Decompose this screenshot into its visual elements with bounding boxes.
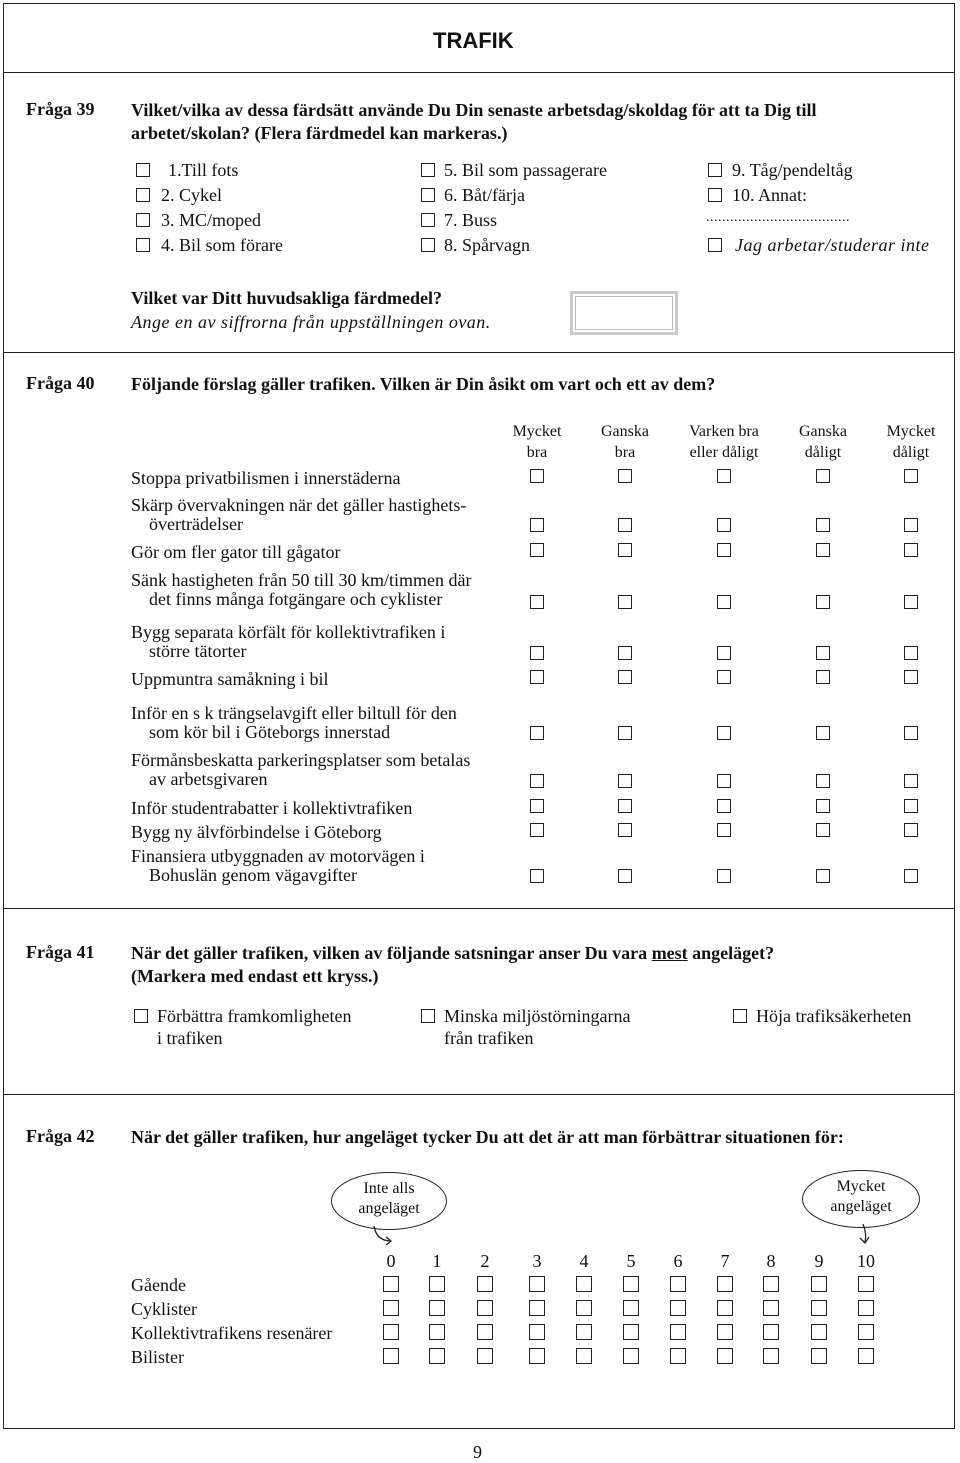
rating-checkbox[interactable]	[618, 774, 632, 788]
rating-checkbox[interactable]	[717, 670, 731, 684]
scale-checkbox[interactable]	[811, 1276, 827, 1292]
question-text: Följande förslag gäller trafiken. Vilken är Din åsikt om vart och ett av dem?	[131, 374, 716, 394]
scale-checkbox[interactable]	[811, 1348, 827, 1364]
scale-number: 9	[814, 1251, 824, 1271]
question-number: Fråga 40	[26, 373, 95, 393]
item-label: överträdelser	[149, 514, 243, 534]
checkbox[interactable]	[421, 163, 435, 177]
scale-number: 0	[386, 1251, 396, 1271]
rating-checkbox[interactable]	[530, 518, 544, 532]
anchor-text: angeläget	[830, 1198, 892, 1215]
scale-label-line: bra	[526, 444, 548, 461]
scale-checkbox[interactable]	[477, 1348, 493, 1364]
rating-checkbox[interactable]	[618, 595, 632, 609]
scale-checkbox[interactable]	[623, 1276, 639, 1292]
checkbox[interactable]	[136, 188, 150, 202]
item-label: Gör om fler gator till gågator	[131, 542, 341, 562]
scale-checkbox[interactable]	[477, 1324, 493, 1340]
rating-checkbox[interactable]	[618, 670, 632, 684]
scale-checkbox[interactable]	[576, 1324, 592, 1340]
rating-checkbox[interactable]	[717, 823, 731, 837]
scale-checkbox[interactable]	[811, 1300, 827, 1316]
rating-checkbox[interactable]	[717, 799, 731, 813]
rating-checkbox[interactable]	[816, 595, 830, 609]
answer-box[interactable]	[570, 291, 678, 335]
scale-label	[487, 421, 587, 463]
checkbox[interactable]	[708, 163, 722, 177]
question-text: Vilket/vilka av dessa färdsätt använde Du Din senaste arbetsdag/skoldag för att ta Dig till	[131, 100, 817, 120]
followup-question: Vilket var Ditt huvudsakliga färdmedel?	[131, 288, 443, 308]
rating-checkbox[interactable]	[530, 823, 544, 837]
scale-checkbox[interactable]	[623, 1324, 639, 1340]
scale-label-line: Mycket	[512, 423, 562, 440]
scale-checkbox[interactable]	[811, 1324, 827, 1340]
option-label: 3. MC/moped	[161, 210, 262, 230]
rating-checkbox[interactable]	[904, 799, 918, 813]
scale-anchor-low	[331, 1172, 447, 1230]
option-label: Höja trafiksäkerheten	[756, 1006, 912, 1026]
scale-number: 6	[673, 1251, 683, 1271]
rating-checkbox[interactable]	[904, 823, 918, 837]
scale-label-line: Varken bra	[689, 423, 759, 440]
scale-number: 3	[532, 1251, 542, 1271]
option-label: i trafiken	[157, 1028, 223, 1048]
scale-number: 2	[480, 1251, 490, 1271]
rating-checkbox[interactable]	[904, 543, 918, 557]
rating-checkbox[interactable]	[816, 543, 830, 557]
item-label: av arbetsgivaren	[149, 769, 268, 789]
scale-checkbox[interactable]	[529, 1300, 545, 1316]
item-label: Stoppa privatbilismen i innerstäderna	[131, 468, 401, 488]
scale-number: 7	[720, 1251, 730, 1271]
scale-checkbox[interactable]	[576, 1300, 592, 1316]
rating-checkbox[interactable]	[717, 774, 731, 788]
rating-checkbox[interactable]	[530, 799, 544, 813]
item-label: Finansiera utbyggnaden av motorvägen i	[131, 846, 425, 866]
item-label: Uppmuntra samåkning i bil	[131, 669, 329, 689]
checkbox[interactable]	[421, 238, 435, 252]
option-label: 2. Cykel	[161, 185, 222, 205]
scale-checkbox[interactable]	[383, 1300, 399, 1316]
scale-checkbox[interactable]	[576, 1348, 592, 1364]
rating-checkbox[interactable]	[618, 469, 632, 483]
scale-label	[773, 421, 873, 463]
rating-checkbox[interactable]	[904, 595, 918, 609]
rating-checkbox[interactable]	[530, 670, 544, 684]
checkbox[interactable]	[134, 1009, 148, 1023]
rating-checkbox[interactable]	[717, 543, 731, 557]
page-number: 9	[473, 1442, 482, 1462]
option-label: 9. Tåg/pendeltåg	[732, 160, 853, 180]
scale-label-line: bra	[614, 444, 636, 461]
rating-checkbox[interactable]	[816, 518, 830, 532]
scale-checkbox[interactable]	[623, 1348, 639, 1364]
rating-checkbox[interactable]	[618, 823, 632, 837]
divider	[3, 352, 955, 353]
checkbox[interactable]	[136, 163, 150, 177]
arrow-down-right-icon	[370, 1224, 410, 1248]
rating-checkbox[interactable]	[816, 670, 830, 684]
emphasis: mest	[651, 943, 688, 963]
item-label: Förmånsbeskatta parkeringsplatser som betalas	[131, 750, 471, 770]
scale-checkbox[interactable]	[858, 1348, 874, 1364]
rating-checkbox[interactable]	[717, 646, 731, 660]
checkbox[interactable]	[421, 1009, 435, 1023]
anchor-text: Inte alls	[363, 1180, 415, 1197]
scale-label-line: dåligt	[804, 444, 842, 461]
item-label: Skärp övervakningen när det gäller hastighets-	[131, 495, 467, 515]
option-label: 4. Bil som förare	[161, 235, 283, 255]
rating-checkbox[interactable]	[816, 869, 830, 883]
scale-label-line: dåligt	[892, 444, 930, 461]
question-text: När det gäller trafiken, hur angeläget tycker Du att det är att man förbättrar situationen för:	[131, 1127, 844, 1147]
option-label: 5. Bil som passagerare	[444, 160, 607, 180]
checkbox[interactable]	[733, 1009, 747, 1023]
anchor-text: angeläget	[358, 1200, 420, 1217]
rating-checkbox[interactable]	[717, 726, 731, 740]
scale-checkbox[interactable]	[670, 1300, 686, 1316]
scale-number: 4	[579, 1251, 589, 1271]
scale-checkbox[interactable]	[858, 1300, 874, 1316]
scale-checkbox[interactable]	[763, 1324, 779, 1340]
option-label: Förbättra framkomligheten	[157, 1006, 352, 1026]
rating-checkbox[interactable]	[618, 518, 632, 532]
scale-label-line: eller dåligt	[689, 444, 759, 461]
scale-checkbox[interactable]	[763, 1348, 779, 1364]
rating-checkbox[interactable]	[618, 543, 632, 557]
scale-checkbox[interactable]	[576, 1276, 592, 1292]
checkbox[interactable]	[136, 238, 150, 252]
option-label: 1.Till fots	[168, 160, 239, 180]
rating-checkbox[interactable]	[530, 469, 544, 483]
question-number: Fråga 42	[26, 1126, 95, 1146]
scale-label	[674, 421, 774, 463]
scale-number: 8	[766, 1251, 776, 1271]
option-label: Minska miljöstörningarna	[444, 1006, 631, 1026]
item-label: större tätorter	[149, 641, 247, 661]
item-label: Inför studentrabatter i kollektivtrafiken	[131, 798, 413, 818]
question-text-part: När det gäller trafiken, vilken av följande satsningar anser Du vara	[131, 943, 652, 963]
followup-hint: Ange en av siffrorna från uppställningen ovan.	[131, 312, 491, 332]
item-label: som kör bil i Göteborgs innerstad	[149, 722, 391, 742]
scale-checkbox[interactable]	[670, 1348, 686, 1364]
rating-checkbox[interactable]	[717, 869, 731, 883]
item-label: Inför en s k trängselavgift eller biltull för den	[131, 703, 457, 723]
rating-checkbox[interactable]	[530, 774, 544, 788]
rating-checkbox[interactable]	[816, 469, 830, 483]
rating-checkbox[interactable]	[717, 469, 731, 483]
scale-checkbox[interactable]	[429, 1324, 445, 1340]
group-label: Cyklister	[131, 1299, 197, 1319]
scale-checkbox[interactable]	[717, 1324, 733, 1340]
group-label: Kollektivtrafikens resenärer	[131, 1323, 333, 1343]
item-label: Bygg ny älvförbindelse i Göteborg	[131, 822, 382, 842]
rating-checkbox[interactable]	[618, 869, 632, 883]
checkbox[interactable]	[421, 188, 435, 202]
scale-checkbox[interactable]	[477, 1300, 493, 1316]
scale-checkbox[interactable]	[763, 1276, 779, 1292]
scale-label-line: Ganska	[799, 423, 847, 440]
group-label: Gående	[131, 1275, 186, 1295]
scale-label-line: Mycket	[886, 423, 936, 440]
rating-checkbox[interactable]	[816, 823, 830, 837]
scale-checkbox[interactable]	[670, 1324, 686, 1340]
scale-checkbox[interactable]	[717, 1276, 733, 1292]
rating-checkbox[interactable]	[816, 726, 830, 740]
page-title: TRAFIK	[433, 28, 514, 53]
item-label: Bohuslän genom vägavgifter	[149, 865, 357, 885]
rating-checkbox[interactable]	[530, 543, 544, 557]
rating-checkbox[interactable]	[530, 869, 544, 883]
rating-checkbox[interactable]	[816, 774, 830, 788]
rating-checkbox[interactable]	[816, 646, 830, 660]
rating-checkbox[interactable]	[530, 726, 544, 740]
rating-checkbox[interactable]	[618, 726, 632, 740]
option-label: från trafiken	[444, 1028, 534, 1048]
item-label: det finns många fotgängare och cyklister	[149, 589, 443, 609]
rating-checkbox[interactable]	[717, 595, 731, 609]
scale-checkbox[interactable]	[858, 1324, 874, 1340]
other-input-line[interactable]: ....................................	[706, 210, 850, 225]
rating-checkbox[interactable]	[904, 726, 918, 740]
question-text: (Markera med endast ett kryss.)	[131, 966, 379, 986]
scale-checkbox[interactable]	[429, 1348, 445, 1364]
scale-checkbox[interactable]	[670, 1276, 686, 1292]
arrow-down-icon	[843, 1222, 883, 1248]
scale-checkbox[interactable]	[529, 1348, 545, 1364]
scale-anchor-high	[802, 1170, 920, 1228]
checkbox[interactable]	[708, 238, 722, 252]
scale-label-line: Ganska	[601, 423, 649, 440]
option-label: 10. Annat:	[732, 185, 807, 205]
question-text: arbetet/skolan? (Flera färdmedel kan markeras.)	[131, 123, 508, 143]
scale-checkbox[interactable]	[383, 1348, 399, 1364]
rating-checkbox[interactable]	[530, 646, 544, 660]
divider	[3, 1094, 955, 1095]
rating-checkbox[interactable]	[717, 518, 731, 532]
divider	[3, 72, 955, 73]
scale-number: 1	[432, 1251, 442, 1271]
rating-checkbox[interactable]	[904, 469, 918, 483]
checkbox[interactable]	[136, 213, 150, 227]
checkbox[interactable]	[421, 213, 435, 227]
scale-number: 5	[626, 1251, 636, 1271]
question-text	[131, 942, 774, 965]
rating-checkbox[interactable]	[904, 646, 918, 660]
rating-checkbox[interactable]	[618, 799, 632, 813]
question-number: Fråga 41	[26, 942, 95, 962]
scale-label	[861, 421, 960, 463]
scale-checkbox[interactable]	[763, 1300, 779, 1316]
scale-checkbox[interactable]	[429, 1276, 445, 1292]
scale-checkbox[interactable]	[717, 1348, 733, 1364]
question-number: Fråga 39	[26, 99, 95, 119]
anchor-text: Mycket	[836, 1178, 886, 1195]
item-label: Bygg separata körfält för kollektivtrafiken i	[131, 622, 446, 642]
rating-checkbox[interactable]	[904, 670, 918, 684]
scale-label	[575, 421, 675, 463]
checkbox[interactable]	[708, 188, 722, 202]
option-label: 8. Spårvagn	[444, 235, 530, 255]
option-label: 7. Buss	[444, 210, 498, 230]
rating-checkbox[interactable]	[904, 774, 918, 788]
scale-checkbox[interactable]	[383, 1276, 399, 1292]
question-text-part: angeläget?	[687, 943, 775, 963]
group-label: Bilister	[131, 1347, 184, 1367]
rating-checkbox[interactable]	[904, 518, 918, 532]
scale-checkbox[interactable]	[383, 1324, 399, 1340]
rating-checkbox[interactable]	[618, 646, 632, 660]
scale-number: 10	[857, 1251, 875, 1271]
rating-checkbox[interactable]	[530, 595, 544, 609]
divider	[3, 908, 955, 909]
scale-checkbox[interactable]	[429, 1300, 445, 1316]
option-label: Jag arbetar/studerar inte	[735, 235, 930, 255]
option-label: 6. Båt/färja	[444, 185, 525, 205]
scale-checkbox[interactable]	[858, 1276, 874, 1292]
scale-checkbox[interactable]	[623, 1300, 639, 1316]
scale-checkbox[interactable]	[529, 1276, 545, 1292]
rating-checkbox[interactable]	[904, 869, 918, 883]
scale-checkbox[interactable]	[717, 1300, 733, 1316]
scale-checkbox[interactable]	[529, 1324, 545, 1340]
rating-checkbox[interactable]	[816, 799, 830, 813]
scale-checkbox[interactable]	[477, 1276, 493, 1292]
item-label: Sänk hastigheten från 50 till 30 km/timmen där	[131, 570, 472, 590]
